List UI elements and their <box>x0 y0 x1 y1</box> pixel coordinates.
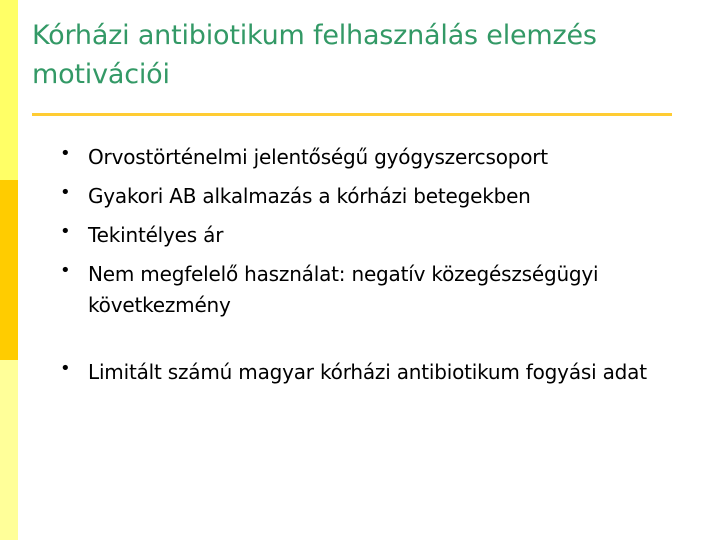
bullet-item <box>60 142 660 173</box>
slide-title: Kórházi antibiotikum felhasználás elemzés motivációi <box>32 20 597 90</box>
bullet-text: Orvostörténelmi jelentőségű gyógyszercsoport <box>88 145 548 169</box>
bullet-dot-icon: • <box>60 358 71 379</box>
bullet-dot-icon: • <box>60 143 71 164</box>
bullet-text: Tekintélyes ár <box>88 223 224 247</box>
bullet-dot-icon: • <box>60 182 71 203</box>
bullet-item <box>60 357 660 388</box>
side-bar-middle <box>0 180 18 360</box>
bullet-item <box>60 259 660 321</box>
bullet-item <box>60 220 660 251</box>
bullet-text: Gyakori AB alkalmazás a kórházi betegekben <box>88 184 531 208</box>
side-bar-bottom <box>0 360 18 540</box>
title-divider <box>32 113 672 116</box>
bullet-text: Limitált számú magyar kórházi antibiotikum fogyási adat <box>88 360 647 384</box>
bullet-list <box>60 142 660 396</box>
bullet-dot-icon: • <box>60 260 71 281</box>
side-bar-top <box>0 0 18 180</box>
bullet-dot-icon: • <box>60 221 71 242</box>
bullet-item <box>60 181 660 212</box>
bullet-text: Nem megfelelő használat: negatív közegészségügyi következmény <box>88 262 599 317</box>
